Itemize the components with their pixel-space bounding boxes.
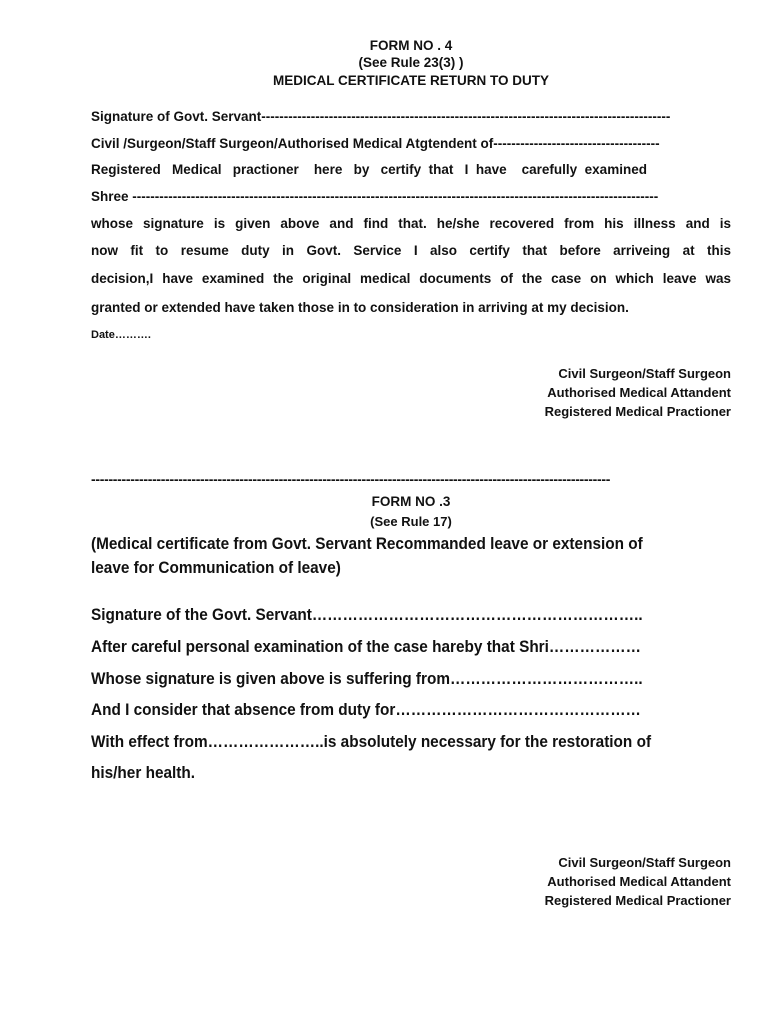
form4-line-decision: decision,I have examined the original medical documents of the case on which leave was (91, 271, 731, 286)
form4-line-registered (91, 162, 732, 177)
form4-line-whose-signature: whose signature is given above and find that. he/she recovered from his illness and is (91, 216, 731, 231)
form4-subtitle: MEDICAL CERTIFICATE RETURN TO DUTY (273, 73, 549, 88)
form4-title: FORM NO . 4 (369, 38, 453, 53)
form3-line-health: his/her health. (91, 764, 196, 782)
form4-line-shree: Shree --------------------------------------------------------------------------------------------------------------------- (91, 189, 659, 204)
form3-heading-line1: (Medical certificate from Govt. Servant Recommanded leave or extension of (91, 535, 643, 553)
form4-rule: (See Rule 23(3) ) (358, 55, 464, 70)
form4-line-fit-to-resume: now fit to resume duty in Govt. Service I also certify that before arriveing at this (91, 243, 731, 258)
form4-line-granted: granted or extended have taken those in to consideration in arriving at my decision. (91, 300, 629, 315)
form3-title: FORM NO .3 (371, 494, 451, 509)
form3-signatory-authorised-attendant: Authorised Medical Attandent (547, 874, 731, 889)
form4-signatory-civil-surgeon: Civil Surgeon/Staff Surgeon (558, 366, 731, 381)
form4-signatory-authorised-attendant: Authorised Medical Attandent (547, 385, 731, 400)
form3-rule: (See Rule 17) (370, 514, 452, 529)
form4-line-civil-surgeon: Civil /Surgeon/Staff Surgeon/Authorised Medical Atgtendent of------------------------------------- (91, 136, 660, 151)
form4-signatory-registered-practioner: Registered Medical Practioner (544, 404, 731, 419)
form3-heading-line2: leave for Communication of leave) (91, 559, 341, 577)
form3-signatory-civil-surgeon: Civil Surgeon/Staff Surgeon (558, 855, 731, 870)
form3-line-absence: And I consider that absence from duty for………………………………………… (91, 701, 641, 719)
form4-date-label: Date………. (91, 329, 151, 341)
form4-line-registered-text: Registered Medical practioner here by certify that I have carefully examined (91, 162, 647, 177)
form4-signatory (545, 364, 731, 421)
form4-line-signature: Signature of Govt. Servant------------------------------------------------------------------------------------------- (91, 109, 671, 124)
form3-line-signature: Signature of the Govt. Servant……………………………………………………….. (91, 606, 643, 624)
form3-signatory (545, 853, 731, 910)
form3-signatory-registered-practioner: Registered Medical Practioner (544, 893, 731, 908)
form3-line-examination: After careful personal examination of the case hareby that Shri……………… (91, 638, 641, 656)
form3-line-suffering: Whose signature is given above is suffering from……………………………….. (91, 670, 643, 688)
form3-line-effect-from: With effect from…………………..is absolutely necessary for the restoration of (91, 733, 652, 751)
section-separator: ----------------------------------------------------------------------------------------------------------------------- (91, 471, 611, 487)
